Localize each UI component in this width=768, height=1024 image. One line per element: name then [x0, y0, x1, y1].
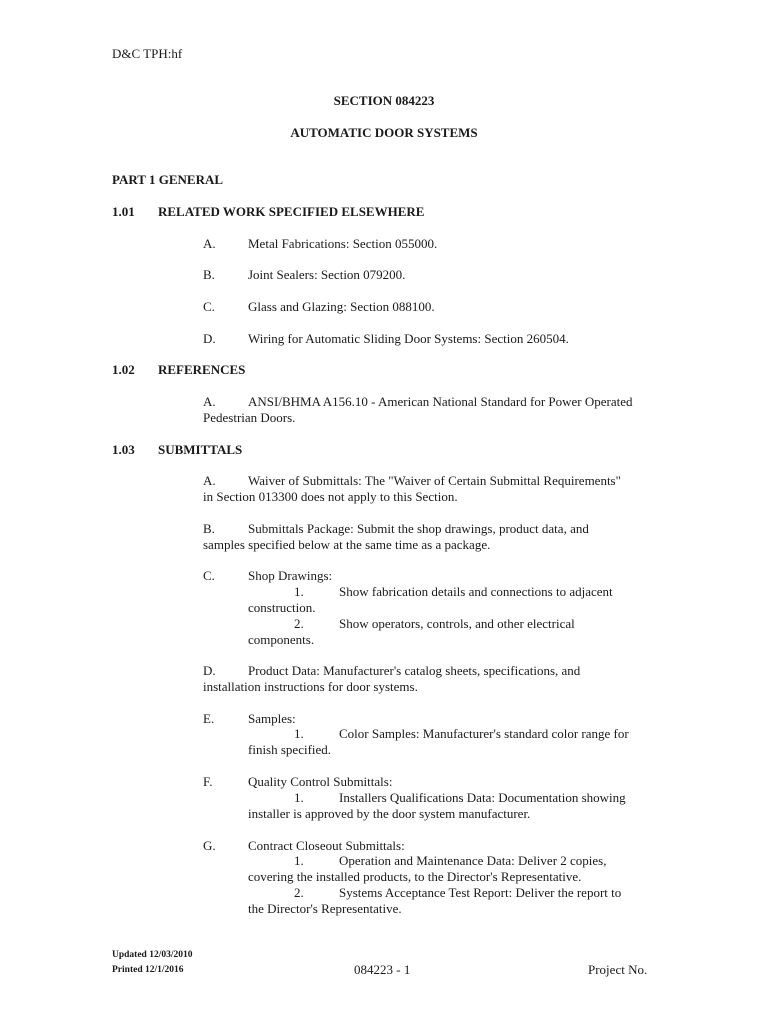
- item-text: Quality Control Submittals:: [248, 774, 393, 789]
- item-letter: G.: [203, 838, 216, 853]
- item-text-continued: installation instructions for door systems.: [203, 679, 418, 694]
- item-text: Wiring for Automatic Sliding Door Systems: Section 260504.: [248, 331, 569, 346]
- article-number: 1.01: [112, 204, 135, 219]
- subitem-number: 2.: [294, 616, 304, 631]
- article-number: 1.02: [112, 362, 135, 377]
- item-letter: A.: [203, 236, 216, 251]
- subitem-text-continued: covering the installed products, to the Director's Representative.: [248, 869, 582, 884]
- subitem-text: Systems Acceptance Test Report: Deliver the report to: [339, 885, 622, 900]
- item-letter: A.: [203, 473, 216, 488]
- subitem-text: Show operators, controls, and other electrical: [339, 616, 575, 631]
- item-letter: B.: [203, 521, 215, 536]
- subitem-number: 1.: [294, 726, 304, 741]
- subitem-text: Operation and Maintenance Data: Deliver 2 copies,: [339, 853, 607, 868]
- part-heading: PART 1 GENERAL: [112, 172, 224, 187]
- item-letter: B.: [203, 267, 215, 282]
- subitem-text-continued: finish specified.: [248, 742, 332, 757]
- section-number: SECTION 084223: [333, 93, 435, 108]
- item-text: Shop Drawings:: [248, 568, 333, 583]
- subitem-number: 2.: [294, 885, 304, 900]
- article-number: 1.03: [112, 442, 135, 457]
- item-text-continued: samples specified below at the same time as a package.: [203, 537, 491, 552]
- section-title: AUTOMATIC DOOR SYSTEMS: [290, 125, 478, 140]
- item-letter: D.: [203, 331, 216, 346]
- subitem-text-continued: the Director's Representative.: [248, 901, 402, 916]
- subitem-text-continued: installer is approved by the door system manufacturer.: [248, 806, 531, 821]
- subitem-number: 1.: [294, 790, 304, 805]
- article-title: REFERENCES: [158, 362, 246, 377]
- subitem-text: Show fabrication details and connections to adjacent: [339, 584, 613, 599]
- subitem-text-continued: components.: [248, 632, 315, 647]
- item-text: Contract Closeout Submittals:: [248, 838, 405, 853]
- subitem-text-continued: construction.: [248, 600, 316, 615]
- subitem-text: Color Samples: Manufacturer's standard color range for: [339, 726, 629, 741]
- article-title: SUBMITTALS: [158, 442, 243, 457]
- article-title: RELATED WORK SPECIFIED ELSEWHERE: [158, 204, 425, 219]
- item-letter: C.: [203, 299, 215, 314]
- item-letter: C.: [203, 568, 215, 583]
- item-letter: D.: [203, 663, 216, 678]
- item-text: Submittals Package: Submit the shop drawings, product data, and: [248, 521, 589, 536]
- item-text: Metal Fabrications: Section 055000.: [248, 236, 438, 251]
- item-letter: F.: [203, 774, 213, 789]
- item-text: Samples:: [248, 711, 296, 726]
- footer-page-number: 084223 - 1: [354, 962, 411, 977]
- item-letter: A.: [203, 394, 216, 409]
- subitem-number: 1.: [294, 584, 304, 599]
- subitem-text: Installers Qualifications Data: Documentation showing: [339, 790, 626, 805]
- footer-project-number: Project No.: [588, 962, 648, 977]
- item-text: Glass and Glazing: Section 088100.: [248, 299, 435, 314]
- item-text-continued: in Section 013300 does not apply to this Section.: [203, 489, 458, 504]
- item-letter: E.: [203, 711, 215, 726]
- footer-updated: Updated 12/03/2010: [112, 950, 193, 960]
- item-text: ANSI/BHMA A156.10 - American National Standard for Power Operated: [248, 394, 633, 409]
- item-text: Joint Sealers: Section 079200.: [248, 267, 406, 282]
- item-text: Waiver of Submittals: The "Waiver of Certain Submittal Requirements": [248, 473, 621, 488]
- item-text-continued: Pedestrian Doors.: [203, 410, 296, 425]
- footer-printed: Printed 12/1/2016: [112, 965, 184, 975]
- item-text: Product Data: Manufacturer's catalog sheets, specifications, and: [248, 663, 581, 678]
- header-initials: D&C TPH:hf: [112, 46, 183, 61]
- subitem-number: 1.: [294, 853, 304, 868]
